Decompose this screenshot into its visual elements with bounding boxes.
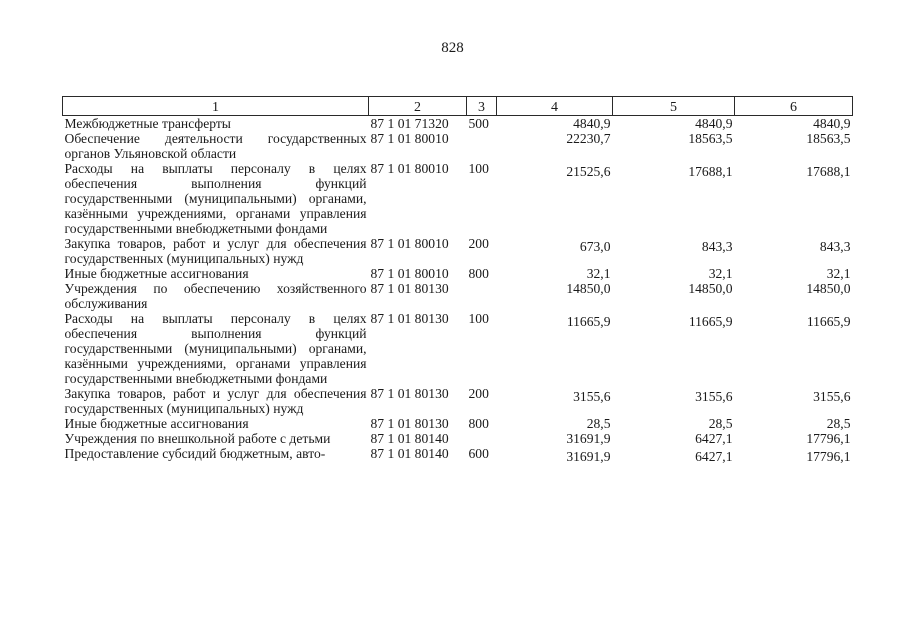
row-name: Учреждения по внешкольной работе с детьми [64,431,331,446]
row-name: Иные бюджетные ассигнования [64,266,249,281]
row-code: 87 1 01 80010 [370,266,449,281]
row-value-col5: 4840,9 [695,116,733,131]
row-value-col4: 3155,6 [573,389,611,404]
row-value-col6: 18563,5 [806,131,851,146]
row-name: Обеспечение деятельности государственных органов Ульяновской области [64,131,367,161]
table-row [63,266,853,281]
row-value-col6: 28,5 [826,416,851,431]
row-code: 87 1 01 80010 [370,161,449,176]
row-value-col4: 4840,9 [573,116,611,131]
row-code: 87 1 01 80010 [370,131,449,146]
table-row [63,116,853,132]
row-value-col4: 22230,7 [566,131,611,146]
row-name: Учреждения по обеспечению хозяйственного обслуживания [64,281,367,311]
header-row [63,97,853,116]
row-expense-type: 800 [468,266,489,281]
header-col-3: 3 [467,97,497,116]
header-col-5: 5 [613,97,735,116]
row-name: Предоставление субсидий бюджетным, авто- [64,446,326,461]
header-col-1: 1 [63,97,369,116]
row-value-col4: 32,1 [586,266,611,281]
row-value-col6: 14850,0 [806,281,851,296]
row-value-col4: 14850,0 [566,281,611,296]
row-name: Расходы на выплаты персоналу в целях обеспечения выполнения функций государственными (муниципальными) органами, казёнными учреждениями, органами управления государственными внебюджетными фондами [64,311,367,386]
row-code: 87 1 01 80130 [370,281,449,296]
page-number: 828 [441,40,464,56]
row-name: Закупка товаров, работ и услуг для обеспечения государственных (муниципальных) нужд [64,386,367,416]
row-value-col6: 843,3 [819,239,851,254]
row-value-col5: 28,5 [708,416,733,431]
table-row [63,311,853,386]
row-value-col5: 17688,1 [688,164,733,179]
row-value-col4: 11665,9 [566,314,611,329]
row-expense-type: 800 [468,416,489,431]
budget-table [62,96,853,464]
row-value-col6: 32,1 [826,266,851,281]
row-value-col5: 14850,0 [688,281,733,296]
row-value-col5: 11665,9 [688,314,733,329]
row-code: 87 1 01 80140 [370,431,449,446]
header-col-4: 4 [497,97,613,116]
row-expense-type [467,131,497,161]
row-name: Закупка товаров, работ и услуг для обеспечения государственных (муниципальных) нужд [64,236,367,266]
table-row [63,131,853,161]
row-value-col5: 3155,6 [695,389,733,404]
row-expense-type: 600 [468,446,489,461]
row-expense-type: 200 [468,386,489,401]
row-value-col5: 6427,1 [695,449,733,464]
row-value-col4: 31691,9 [566,431,611,446]
row-value-col5: 32,1 [708,266,733,281]
row-value-col4: 673,0 [579,239,611,254]
table-row [63,386,853,416]
row-expense-type [467,281,497,311]
row-value-col6: 17796,1 [806,449,851,464]
table-row [63,236,853,266]
row-value-col4: 31691,9 [566,449,611,464]
row-expense-type: 500 [468,116,489,131]
row-name: Расходы на выплаты персоналу в целях обеспечения выполнения функций государственными (муниципальными) органами, казёнными учреждениями, органами управления государственными внебюджетными фондами [64,161,367,236]
row-value-col5: 18563,5 [688,131,733,146]
table-row [63,431,853,446]
row-code: 87 1 01 80140 [370,446,449,461]
row-code: 87 1 01 80130 [370,386,449,401]
row-expense-type: 100 [468,311,489,326]
table-row [63,161,853,236]
row-value-col6: 17688,1 [806,164,851,179]
row-expense-type: 100 [468,161,489,176]
row-code: 87 1 01 80130 [370,311,449,326]
row-expense-type: 200 [468,236,489,251]
table-row [63,446,853,464]
row-value-col4: 21525,6 [566,164,611,179]
row-code: 87 1 01 80010 [370,236,449,251]
table-row [63,281,853,311]
header-col-6: 6 [735,97,853,116]
table-row [63,416,853,431]
row-code: 87 1 01 80130 [370,416,449,431]
row-value-col5: 843,3 [701,239,733,254]
row-name: Иные бюджетные ассигнования [64,416,249,431]
row-value-col6: 11665,9 [806,314,851,329]
row-code: 87 1 01 71320 [370,116,449,131]
row-expense-type [467,431,497,446]
row-value-col6: 3155,6 [813,389,851,404]
header-col-2: 2 [369,97,467,116]
row-value-col5: 6427,1 [695,431,733,446]
row-value-col4: 28,5 [586,416,611,431]
row-name: Межбюджетные трансферты [64,116,231,131]
row-value-col6: 4840,9 [813,116,851,131]
row-value-col6: 17796,1 [806,431,851,446]
